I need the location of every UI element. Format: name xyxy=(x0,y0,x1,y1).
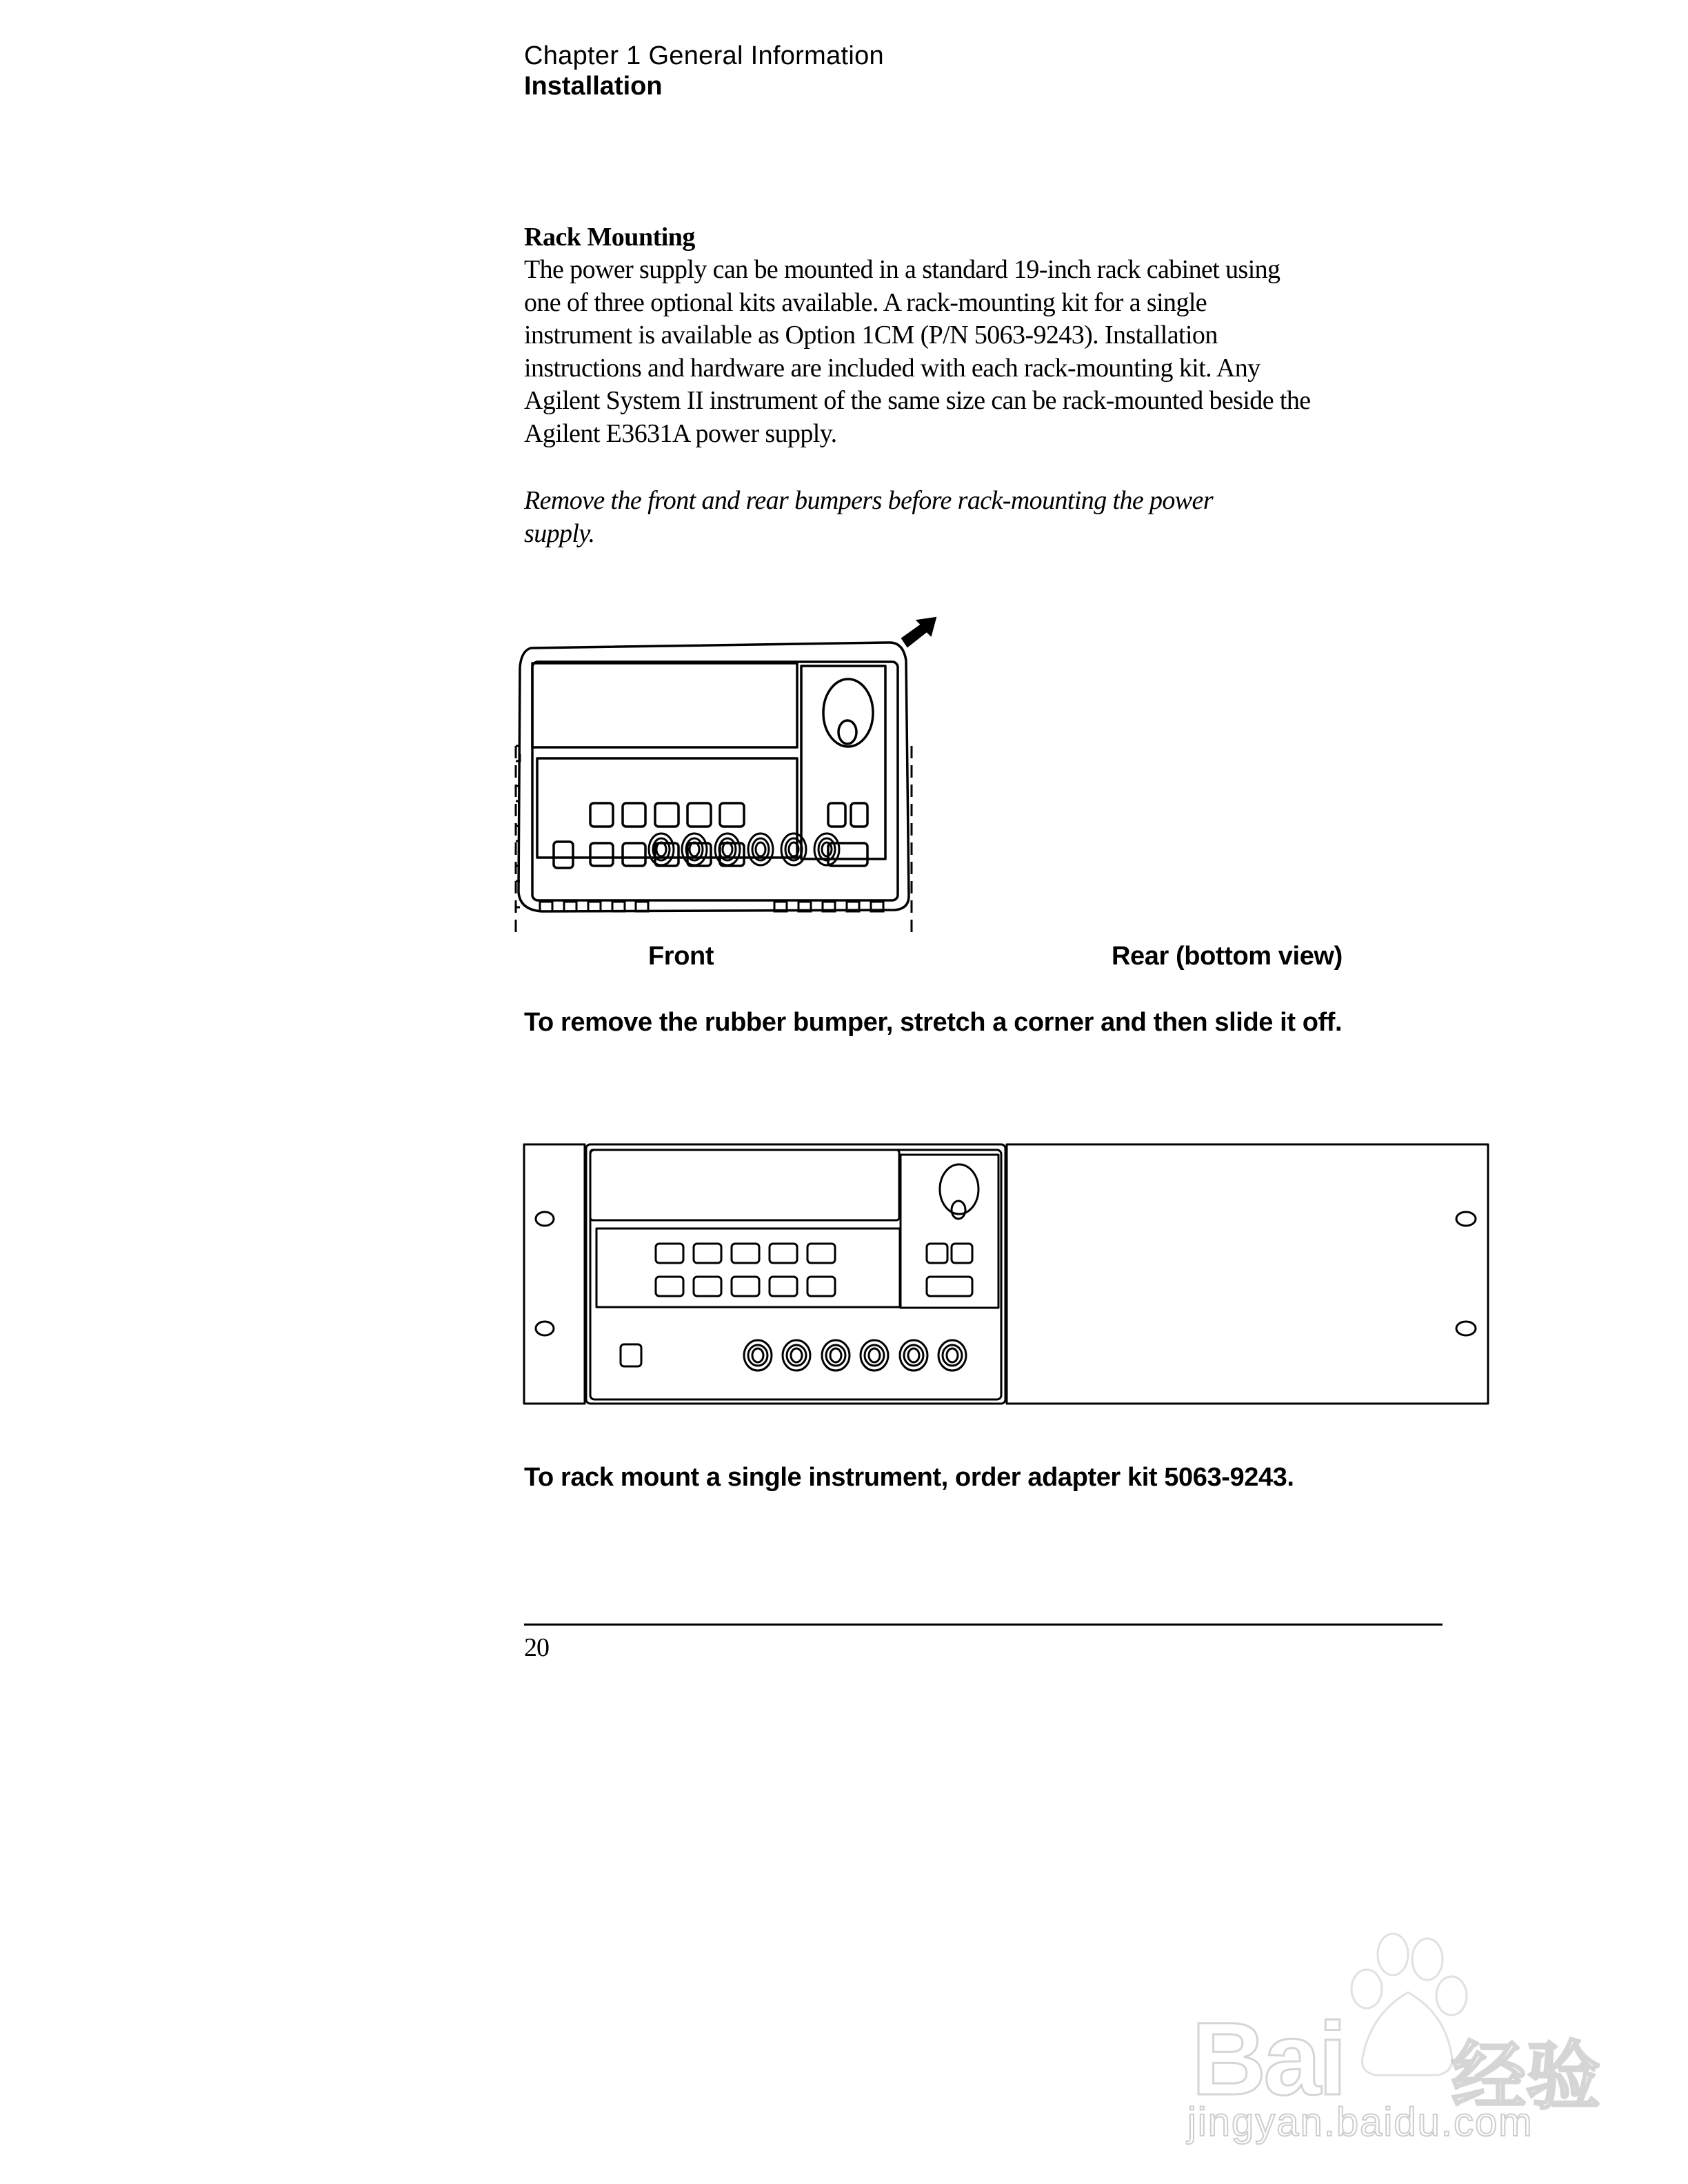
rack-caption: To rack mount a single instrument, order adapter kit 5063-9243. xyxy=(524,1463,1294,1492)
note-line: supply. xyxy=(524,519,595,548)
page-number: 20 xyxy=(524,1633,549,1662)
watermark-url: jingyan.baidu.com xyxy=(1187,2100,1534,2145)
running-header-chapter: Chapter 1 General Information xyxy=(524,41,884,70)
note-line: Remove the front and rear bumpers before rack-mounting the power xyxy=(524,486,1214,515)
section-title: Rack Mounting xyxy=(524,223,695,252)
body-line: instructions and hardware are included with each rack-mounting kit. Any xyxy=(524,353,1260,383)
bumper-caption: To remove the rubber bumper, stretch a corner and then slide it off. xyxy=(524,1008,1343,1037)
running-header-section: Installation xyxy=(524,72,663,101)
rear-label: Rear (bottom view) xyxy=(1112,942,1343,971)
front-label: Front xyxy=(648,942,714,971)
body-line: Agilent System II instrument of the same size can be rack-mounted beside the xyxy=(524,386,1311,415)
watermark-brand-cn: 经验 xyxy=(1451,2034,1601,2118)
body-line: Agilent E3631A power supply. xyxy=(524,418,837,448)
body-line: one of three optional kits available. A rack-mounting kit for a single xyxy=(524,287,1207,317)
watermark-brand: Bai xyxy=(1192,2001,1345,2116)
body-line: The power supply can be mounted in a standard 19-inch rack cabinet using xyxy=(524,255,1280,284)
body-line: instrument is available as Option 1CM (P/N 5063-9243). Installation xyxy=(524,321,1218,350)
footer-rule xyxy=(524,1624,1443,1626)
